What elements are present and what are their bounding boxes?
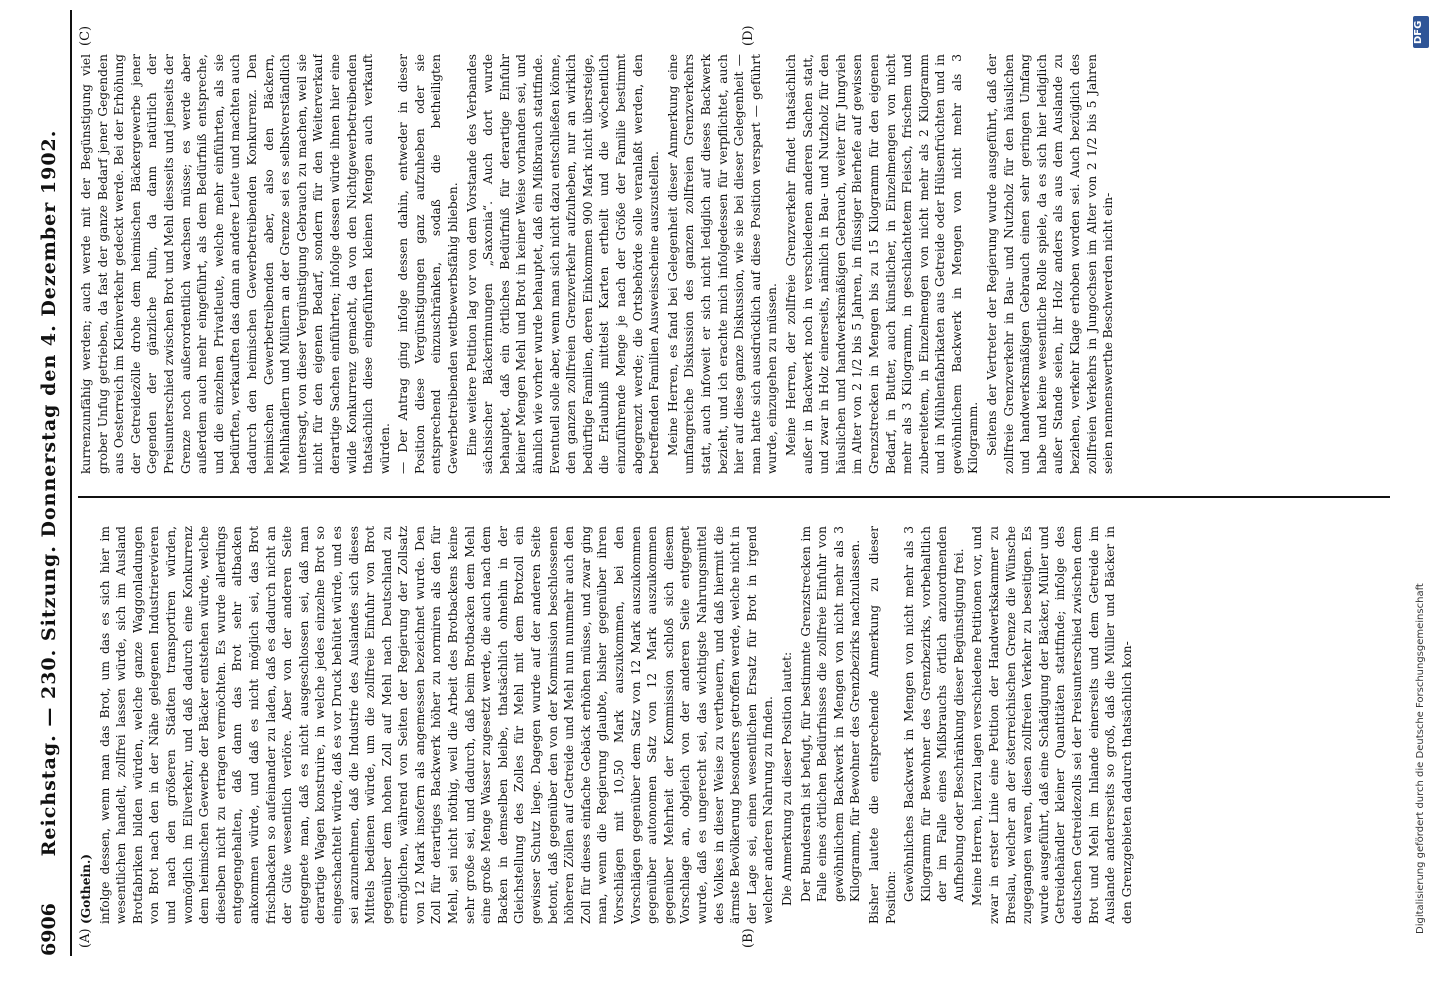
paragraph: Meine Herren, es fand bei Gelegenheit dieser Anmerkung eine umfangreiche Diskussion des ganzen zollfreien Grenzverkehrs statt, auch infoweit er sich nicht lediglich auf dieses Backwerk bezieht, und ich erachte mich infolgedessen für verpflichtet, auch hier auf diese ganze Diskussion, wie sie bei dieser Gelegenheit — man hatte sich ausdrücklich auf diese Position verspart — geführt wurde, einzugehen zu müssen.: [665, 54, 780, 474]
paragraph: Meine Herren, hierzu lagen verschiedene Petitionen vor, und zwar in erster Linie eine Petition der Handwerkskammer zu Breslau, welcher an der österreichischen Grenze die Wünsche zugegangen waren, diesen zollfreien Verkehr zu beseitigen. Es wurde ausgeführt, daß eine Schädigung der Bäcker, Müller und Getreidehändler kleiner Quantitäten stattfinde; infolge des deutschen Getreidezolls sei der Preisunterschied zwischen dem Brot und Mehl im Inlande einerseits und dem Getreide im Auslande andererseits so groß, daß die Müller und Bäcker in den Grenzgebieten dadurch thatsächlich kon-: [970, 526, 1134, 924]
page-number: 6906: [38, 903, 60, 956]
paragraph: Eine weitere Petition lag vor von dem Vorstande des Verbandes sächsischer Bäckerinnungen „Saxonia“. Auch dort wurde behauptet, daß ein örtliches Bedürfniß für derartige Einfuhr kleiner Mengen Mehl und Brot in keiner Weise vorhanden sei, und ähnlich wie vorher wurde behauptet, daß ein Mißbrauch stattfinde. Eventuell solle aber, wenn man sich nicht dazu entschließen könne, den ganzen zollfreien Grenzverkehr aufzuheben, nur an wirklich bedürftige Familien, deren Einkommen 900 Mark nicht übersteige, die Erlaubniß mittelst Karten ertheilt und die wöchentlich einzuführende Menge je nach der Größe der Familie bestimmt abgegrenzt werde; die Ortsbehörde solle veranlaßt werden, den betreffenden Familien Ausweisscheine auszustellen.: [464, 54, 662, 474]
speaker-name: (Gothein.): [79, 853, 93, 924]
right-column: [78, 54, 1388, 474]
quoted-annotation: Gewöhnliches Backwerk in Mengen von nicht mehr als 3 Kilogramm für Bewohner des Grenzbezirks, vorbehaltlich der im Falle eines Mißbrauchs örtlich anzuordnenden Aufhebung oder Beschränkung dieser Begünstigung frei.: [902, 526, 966, 902]
paragraph: — Der Antrag ging infolge dessen dahin, entweder in dieser Position diese Vergünstigungen ganz aufzuheben oder sie entsprechend einzuschränken, sodaß die betheiligten Gewerbetreibenden wettbewerbsfähig blieben.: [396, 54, 461, 474]
paragraph: Meine Herren, der zollfreie Grenzverkehr findet thatsächlich außer in Backwerk noch in verschiedenen anderen Sachen statt, und zwar in Holz einerseits, nämlich in Bau- und Nutzholz für den häuslichen und handwerksmäßigen Gebrauch, weiter für Jungvieh im Alter von 2 1/2 bis 5 Jahren, in flüssiger Bierhefe auf gewissen Grenzstrecken in Mengen bis zu 15 Kilogramm für den eigenen Bedarf, in Butter, auch künstlicher, in Einzelmengen von nicht mehr als 3 Kilogramm, in geschlachtetem Fleisch, frischem und zubereitetem, in Einzelmengen von nicht mehr als 2 Kilogramm und in Mühlenfabrikaten aus Getreide oder Hülsenfrüchten und in gewöhnlichem Backwerk in Mengen von nicht mehr als 3 Kilogramm.: [783, 54, 981, 474]
header-rule: [70, 10, 72, 956]
paragraph: Seitens der Vertreter der Regierung wurde ausgeführt, daß der zollfreie Grenzverkehr in Bau- und Nutzholz für den häuslichen und handwerksmäßigen Gebrauch einen sehr geringen Umfang habe und keine wesentliche Rolle spiele, da es sich hier lediglich außer Stande seien, ihr Holz anders als aus dem Auslande zu beziehen, verkehr Klage erhoben worden sei. Auch bezüglich des zollfreien Verkehrs in Jungochsen im Alter von 2 1/2 bis 5 Jahren seien nennenswerthe Beschwerden nicht ein-: [985, 54, 1116, 474]
paragraph: infolge dessen, wenn man das Brot, um das es sich hier im wesentlichen handelt, zollfrei lassen würde, sich im Ausland Brotfabriken bilden würden, welche ganze Waggonladungen von Brot nach den in der Nähe gelegenen Industrierevieren und nach den größeren Städten transportiren würden, womöglich im Eilverkehr, und daß dadurch eine Konkurrenz dem heimischen Gewerbe der Bäcker entstehen würde, welche dieselben nicht zu ertragen vermöchten. Es wurde allerdings entgegengehalten, daß dann das Brot sehr altbacken ankommen würde, und daß es nicht möglich sei, das Brot frischbacken so aufeinander zu laden, daß es dadurch nicht an der Güte wesentlich verlöre. Aber von der anderen Seite entgegnete man, daß es nicht ausgeschlossen sei, daß man derartige Wagen konstruire, in welche jedes einzelne Brot so eingeschachtelt würde, daß es vor Druck behütet würde, und es sei anzunehmen, daß die Industrie des Auslandes sich dieses Mittels bedienen würde, um die zollfreie Einfuhr von Brot gegenüber dem hohen Zoll auf Mehl nach Deutschland zu ermöglichen, während von Seiten der Regierung der Zollsatz von 12 Mark insofern als angemessen bezeichnet wurde. Den Zoll für derartiges Backwerk höher zu normiren als den für Mehl, sei nicht nöthig, weil die Arbeit des Brotbackens keine sehr große sei, und dadurch, daß beim Brotbacken dem Mehl eine große Menge Wasser zugesetzt werde, die auch nach dem Backen in demselben bleibe, thatsächlich ohnehin in der Gleichstellung des Zolles für Mehl mit dem Brotzoll ein gewisser Schutz liege. Dagegen wurde auf der anderen Seite betont, daß gegenüber den von der Kommission beschlossenen höheren Zöllen auf Getreide und Mehl nun nunmehr auch den Zoll für dieses einfache Gebäck erhöhen müsse, und zwar ging man, wenn die Regierung glaubte, bisher gegenüber ihren Vorschlägen mit 10,50 Mark auszukommen, bei den Vorschlägen gegenüber dem Satz von 12 Mark auszukommen gegenüber autonomen Satz von 12 Mark auszukommen gegenüber Mehrheit der Kommission schloß sich diesem Vorschlage an, obgleich von der anderen Seite entgegnet wurde, daß es ungerecht sei, das wichtigste Nahrungsmittel des Volkes in dieser Weise zu vertheuern, und daß hiermit die ärmste Bevölkerung besonders getroffen werde, welche nicht in der Lage sei, einen wesentlichen Ersatz für Brot in irgend welcher anderen Nahrung zu finden.: [97, 526, 776, 924]
quoted-annotation: Der Bundesrath ist befugt, für bestimmte Grenzstrecken im Falle eines örtlichen Bedürfnisses die zollfreie Einfuhr von gewöhnlichem Backwerk in Mengen von nicht mehr als 3 Kilogramm, für Bewohner des Grenzbezirks nachzulassen.: [798, 526, 863, 902]
document-page: [34, 0, 1400, 986]
column-divider: [78, 496, 1390, 498]
margin-marker-b: (B): [741, 928, 756, 948]
digitization-text: Digitalisierung gefördert durch die Deutsche Forschungsgemeinschaft: [1415, 583, 1426, 934]
running-header: [38, 0, 78, 986]
margin-marker-d: (D): [741, 25, 756, 46]
paragraph: kurrenzunfähig werden; auch werde mit der Begünstigung viel grober Unfug getrieben, da fast der ganze Bedarf jener Gegenden aus Oesterreich im Kleinverkehr gedeckt werde. Bei der Erhöhung der Getreidezölle drohe dem heimischen Bäckergewerbe jener Gegenden der gänzliche Ruin, da dann natürlich der Preisunterschied zwischen Brot und Mehl diesseits und jenseits der Grenze noch außerordentlich wachsen müsse; es werde aber außerdem auch mehr eingeführt, als dem Bedürfniß entspreche, und die einzelnen Privatleute, welche mehr einführten, als sie bedürften, verkauften das dann an andere Leute und machten auch dadurch den heimischen Gewerbetreibenden Konkurrenz. Den heimischen Gewerbetreibenden aber, also den Bäckern, Mehlhändlern und Müllern an der Grenze sei es selbstverständlich untersagt, von dieser Vergünstigung Gebrauch zu machen, weil sie nicht für den eigenen Bedarf, sondern für den Weiterverkauf derartige Sachen einführten; infolge dessen würde ihnen hier eine wilde Konkurrenz gemacht, da von den Nichtgewerbetreibenden thatsächlich diese eingeführten kleinen Mengen auch verkauft würden.: [79, 54, 392, 474]
page-header-title: Reichstag. — 230. Sitzung. Donnerstag den 4. Dezember 1902.: [38, 129, 60, 857]
margin-marker-c: (C): [78, 25, 93, 46]
paragraph: Die Anmerkung zu dieser Position lautet:: [779, 651, 794, 906]
paragraph: Bisher lautete die entsprechende Anmerkung zu dieser Position:: [866, 526, 898, 924]
margin-marker-a: (A): [78, 928, 93, 948]
dfg-logo: DFG: [1413, 16, 1429, 48]
left-column: [78, 526, 1388, 924]
digitization-notice: [1411, 10, 1433, 990]
